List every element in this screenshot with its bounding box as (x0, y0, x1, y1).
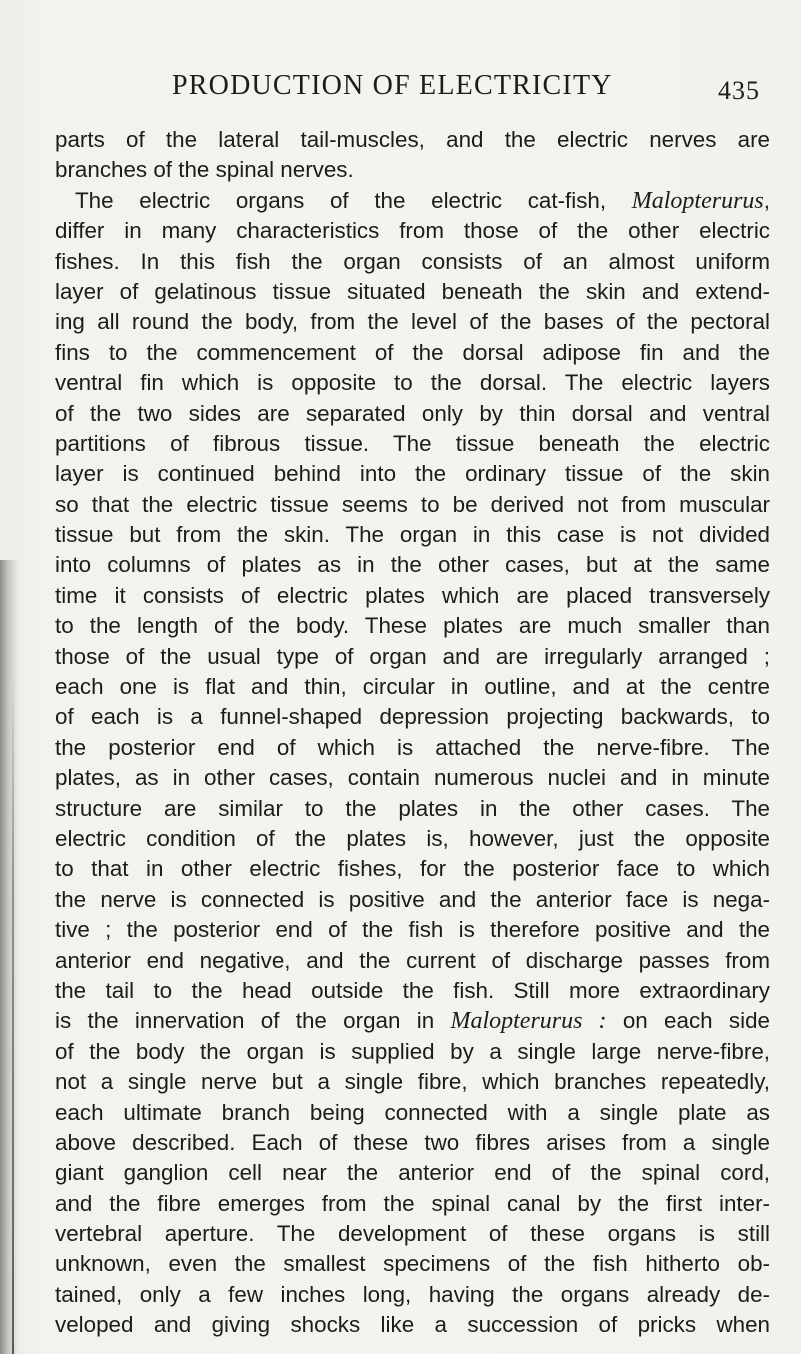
text-line: layer is continued behind into the ordinary tissue of the skin (55, 461, 770, 487)
text-line: layer of gelatinous tissue situated beneath the skin and extend- (55, 278, 770, 304)
text-line: above described. Each of these two fibres arises from a single (55, 1129, 770, 1155)
text-line: so that the electric tissue seems to be derived not from muscular (55, 491, 770, 517)
species-name: Malopterurus (631, 187, 764, 214)
text-line: the tail to the head outside the fish. Still more extraordinary (55, 977, 770, 1003)
text-line: the posterior end of which is attached the nerve-fibre. The (55, 734, 770, 760)
text-line: anterior end negative, and the current of discharge passes from (55, 947, 770, 973)
text-line: giant ganglion cell near the anterior end of the spinal cord, (55, 1160, 770, 1186)
text-line: structure are similar to the plates in the other cases. The (55, 795, 770, 821)
text-line: plates, as in other cases, contain numerous nuclei and in minute (55, 765, 770, 791)
text-line: veloped and giving shocks like a succession of pricks when (55, 1312, 770, 1338)
text-line: of the body the organ is supplied by a single large nerve-fibre, (55, 1038, 770, 1064)
binding-edge (12, 680, 14, 1354)
text-line: parts of the lateral tail-muscles, and the electric nerves are (55, 127, 770, 152)
text-line: into columns of plates as in the other cases, but at the same (55, 552, 770, 578)
text-line: branches of the spinal nerves. (55, 157, 354, 183)
text-line: each ultimate branch being connected with a single plate as (55, 1099, 770, 1125)
text-line: is the innervation of the organ in Malopterurus : on each side (55, 1008, 770, 1035)
text-line: differ in many characteristics from those of the other electric (55, 218, 770, 244)
text-line: and the fibre emerges from the spinal canal by the first inter- (55, 1190, 770, 1216)
text-line: tissue but from the skin. The organ in this case is not divided (55, 522, 770, 548)
text-line: ing all round the body, from the level of the bases of the pectoral (55, 309, 770, 335)
text-line: unknown, even the smallest specimens of the fish hitherto ob- (55, 1251, 770, 1277)
text-line: fishes. In this fish the organ consists of an almost uniform (55, 248, 770, 274)
text-line: vertebral aperture. The development of these organs is still (55, 1221, 770, 1247)
text-line: The electric organs of the electric cat-fish, Malopterurus, (75, 187, 770, 214)
text-line: to that in other electric fishes, for the posterior face to which (55, 856, 770, 882)
text-line: not a single nerve but a single fibre, which branches repeatedly, (55, 1069, 770, 1095)
species-name: Malopterurus : (450, 1008, 607, 1035)
text-line: the nerve is connected is positive and the anterior face is nega- (55, 886, 770, 912)
page-header (0, 70, 801, 110)
body-text (55, 125, 770, 1341)
page-number: 435 (718, 76, 760, 105)
text-line: of each is a funnel-shaped depression projecting backwards, to (55, 704, 770, 730)
text-line: electric condition of the plates is, however, just the opposite (55, 825, 770, 851)
text-line: each one is flat and thin, circular in outline, and at the centre (55, 674, 770, 700)
running-head: PRODUCTION OF ELECTRICITY (172, 70, 613, 101)
text-line: tained, only a few inches long, having the organs already de- (55, 1281, 770, 1307)
text-line: time it consists of electric plates which are placed transversely (55, 582, 770, 608)
text-line: ventral fin which is opposite to the dorsal. The electric layers (55, 370, 770, 396)
text-line: fins to the commencement of the dorsal adipose fin and the (55, 339, 770, 365)
text-line: those of the usual type of organ and are irregularly arranged ; (55, 643, 770, 669)
text-line: tive ; the posterior end of the fish is therefore positive and the (55, 917, 770, 943)
text-line: of the two sides are separated only by thin dorsal and ventral (55, 400, 770, 426)
text-line: partitions of fibrous tissue. The tissue beneath the electric (55, 430, 770, 456)
text-line: to the length of the body. These plates are much smaller than (55, 613, 770, 639)
